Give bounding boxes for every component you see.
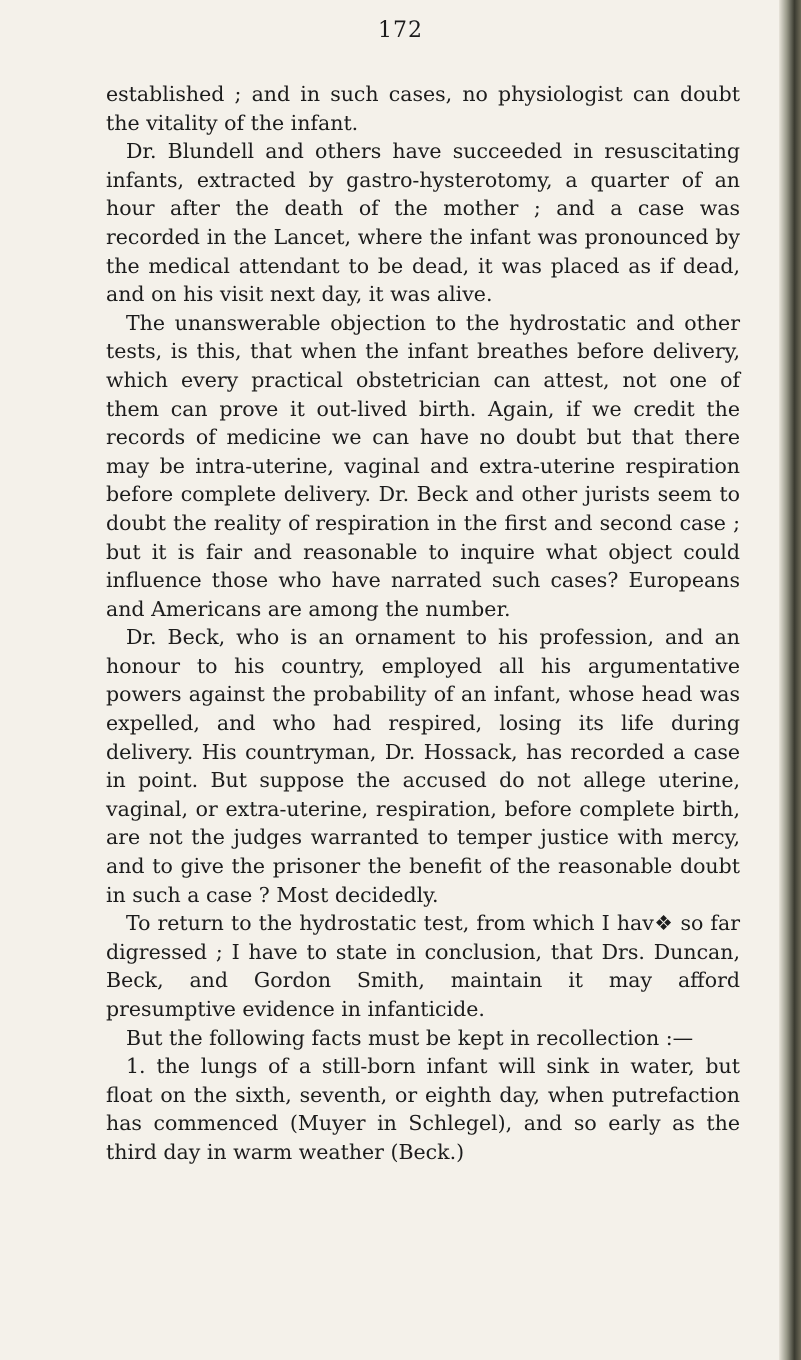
- page-number: 172: [378, 18, 423, 43]
- paragraph: To return to the hydrostatic test, from which I hav❖ so far digressed ; I have to state in conclusion, that Drs. Duncan, Beck, and Gordon Smith, maintain it may afford presumptive evidence in infanticide.: [106, 911, 740, 1021]
- paragraph: established ; and in such cases, no physiologist can doubt the vitality of the infant.: [106, 82, 740, 135]
- list-item: 1. the lungs of a still-born infant will sink in water, but float on the sixth, seventh, or eighth day, when putrefaction has commenced (Muyer in Schlegel), and so early as the third day in warm weather (Beck.): [106, 1054, 740, 1164]
- page-edge: [779, 0, 801, 1360]
- paragraph: But the following facts must be kept in recollection :—: [126, 1025, 694, 1050]
- paragraph: Dr. Blundell and others have succeeded in resuscitating infants, extracted by gastro-hysterotomy, a quarter of an hour after the death of the mother ; and a case was recorded in the Lancet, where the infant was pronounced by the medical attendant to be dead, it was placed as if dead, and on his visit next day, it was alive.: [106, 139, 740, 307]
- paragraph: The unanswerable objection to the hydrostatic and other tests, is this, that when the infant breathes before delivery, which every practical obstetrician can attest, not one of them can prove it out-lived birth. Again, if we credit the records of medicine we can have no doubt but that there may be intra-uterine, vaginal and extra-uterine respiration before complete delivery. Dr. Beck and other jurists seem to doubt the reality of respiration in the first and second case ; but it is fair and reasonable to inquire what object could influence those who have narrated such cases? Europeans and Americans are among the number.: [106, 310, 740, 621]
- body-text: [106, 80, 740, 1167]
- paragraph: Dr. Beck, who is an ornament to his profession, and an honour to his country, employed all his argumentative powers against the probability of an infant, whose head was expelled, and who had respired, losing its life during delivery. His countryman, Dr. Hossack, has recorded a case in point. But suppose the accused do not allege uterine, vaginal, or extra-uterine, respiration, before complete birth, are not the judges warranted to temper justice with mercy, and to give the prisoner the benefit of the reasonable doubt in such a case ? Most decidedly.: [106, 625, 740, 907]
